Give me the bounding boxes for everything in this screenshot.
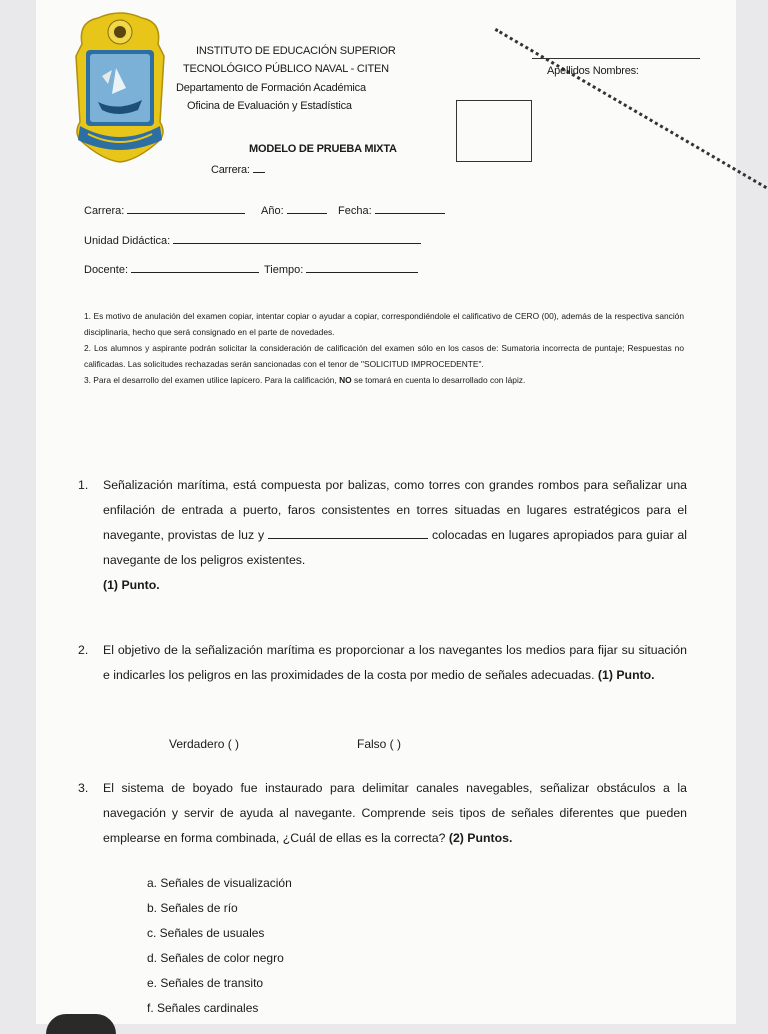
- rule-2: 2. Los alumnos y aspirante podrán solicitar la consideración de calificación del examen sólo en los casos de: Sumatoria incorrecta de puntaje; Respuestas no calificadas. Las solicitudes rechazadas serán sancionadas con el tenor de "SOLICITUD IMPROCEDENTE".: [84, 343, 684, 369]
- question-2: El objetivo de la señalización marítima es proporcionar a los navegantes los medios para fijar su situación e indicarles los peligros en las proximidades de la costa por medio de señales adecuadas. (1) Punto.: [103, 643, 687, 682]
- question-3-number: 3.: [78, 781, 89, 795]
- option-b[interactable]: b. Señales de río: [147, 901, 238, 915]
- rule-1: 1. Es motivo de anulación del examen copiar, intentar copiar o ayudar a copiar, correspondiéndole el calificativo de CERO (00), además de la respectiva sanción disciplinaria, hecho que será consignado en el parte de novedades.: [84, 311, 684, 337]
- names-label: Apellidos Nombres:: [547, 65, 639, 77]
- diagonal-cut-line: [492, 28, 768, 195]
- question-1: Señalización marítima, está compuesta por balizas, como torres con grandes rombos para señalizar una enfilación de entrada a puerto, faros consistentes en torres situadas en lugares estratégicos para el navegante, provistas de luz y colocadas en lugares apropiados para guiar al navegante de los peligros existentes. (1) Punto.: [103, 478, 687, 592]
- question-1-points: (1) Punto.: [103, 578, 160, 592]
- option-d[interactable]: d. Señales de color negro: [147, 951, 284, 965]
- false-option[interactable]: Falso ( ): [357, 737, 402, 751]
- exam-rules: [84, 308, 684, 388]
- time-field: Tiempo:: [264, 263, 418, 276]
- exam-title: MODELO DE PRUEBA MIXTA: [249, 143, 397, 155]
- question-3: El sistema de boyado fue instaurado para delimitar canales navegables, señalizar obstáculos a la navegación y servir de ayuda al navegante. Comprende seis tipos de señales diferentes que pueden emplearse en forma combinada, ¿Cuál de ellas es la correcta? (2) Puntos.: [103, 781, 687, 845]
- option-e[interactable]: e. Señales de transito: [147, 976, 264, 990]
- career-small-label: Carrera:: [211, 163, 265, 178]
- question-3-points: (2) Puntos.: [448, 831, 513, 845]
- teacher-field: Docente:: [84, 263, 259, 276]
- date-field: Fecha:: [338, 204, 445, 217]
- institute-logo: [68, 10, 172, 164]
- department-name: Departamento de Formación Académica: [176, 82, 366, 94]
- question-2-number: 2.: [78, 643, 89, 657]
- question-2-points: (1) Punto.: [597, 668, 655, 682]
- option-f[interactable]: f. Señales cardinales: [147, 1001, 259, 1015]
- overlay-edge: [46, 1014, 116, 1034]
- office-name: Oficina de Evaluación y Estadística: [187, 100, 352, 112]
- exam-sheet: [36, 0, 736, 1024]
- question-1-blank[interactable]: [268, 529, 428, 539]
- year-field: Año:: [261, 204, 327, 217]
- option-a[interactable]: a. Señales de visualización: [147, 876, 292, 890]
- names-line: [532, 58, 700, 59]
- unit-field: Unidad Didáctica:: [84, 234, 421, 247]
- option-c[interactable]: c. Señales de usuales: [147, 926, 265, 940]
- question-1-number: 1.: [78, 478, 89, 492]
- true-option[interactable]: Verdadero ( ): [169, 737, 240, 751]
- rule-3: 3. Para el desarrollo del examen utilice lapicero. Para la calificación, NO se tomará en cuenta lo desarrollado con lápiz.: [84, 375, 526, 385]
- institute-name-line1: INSTITUTO DE EDUCACIÓN SUPERIOR: [196, 45, 396, 57]
- grade-box: [456, 100, 532, 162]
- career-field: Carrera:: [84, 204, 245, 217]
- institute-name-line2: TECNOLÓGICO PÚBLICO NAVAL - CITEN: [183, 63, 389, 75]
